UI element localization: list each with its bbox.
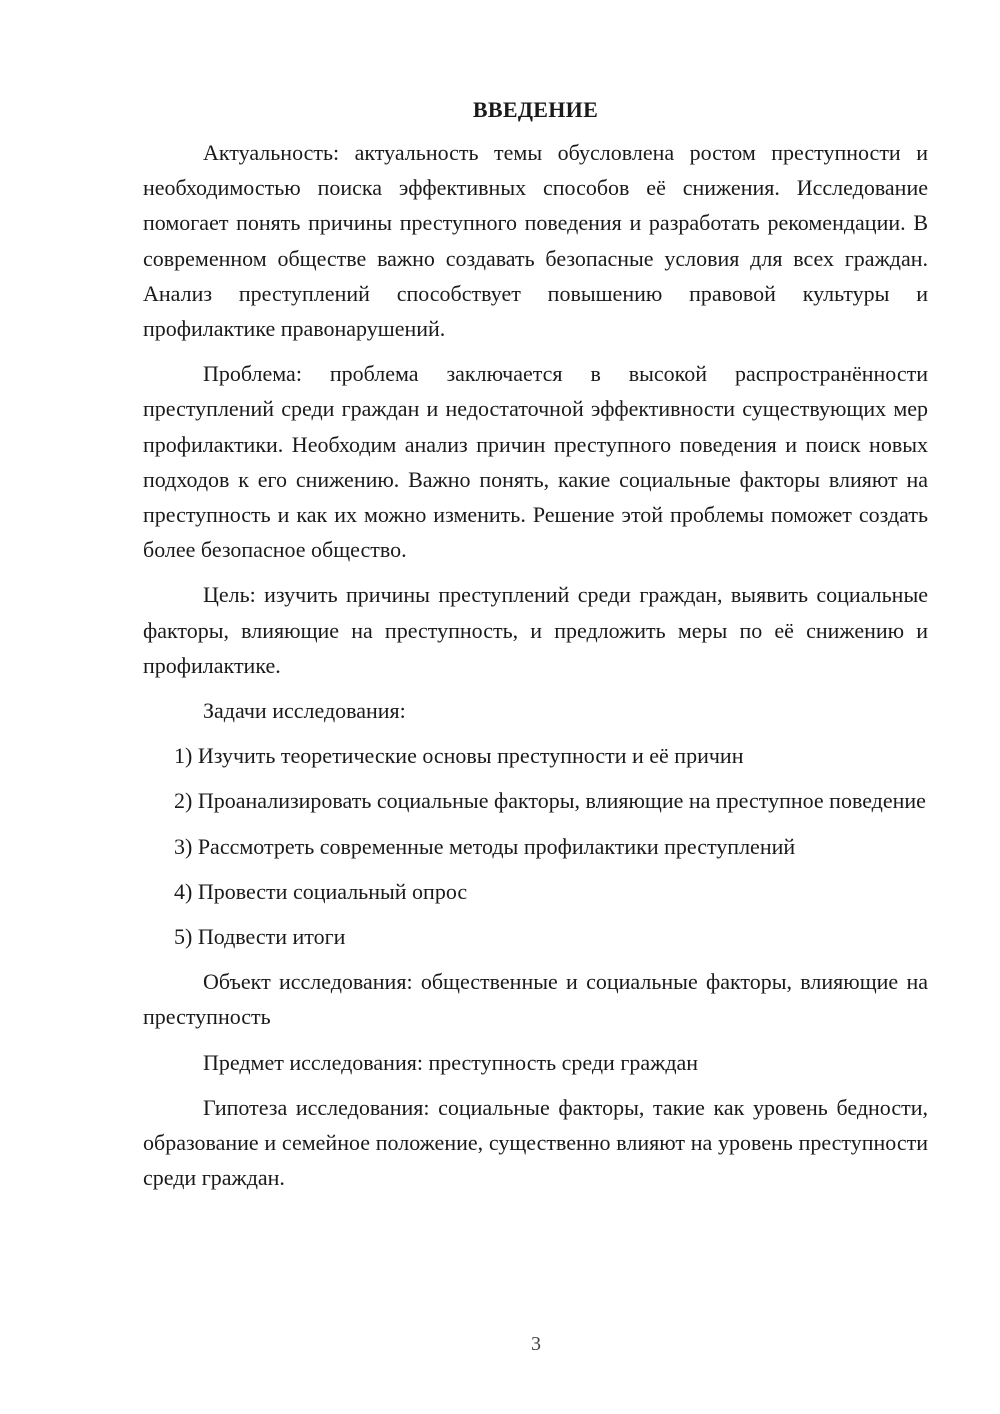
object-paragraph: Объект исследования: общественные и социальные факторы, влияющие на преступность [143, 969, 928, 1030]
task-item-4: 4) Провести социальный опрос [174, 878, 468, 904]
section-title: ВВЕДЕНИЕ [472, 97, 599, 122]
hypothesis-paragraph: Гипотеза исследования: социальные факторы, такие как уровень бедности, образование и семейное положение, существенно влияют на уровень преступности среди граждан. [143, 1094, 928, 1191]
page-number: 3 [531, 1333, 541, 1355]
goal-paragraph: Цель: изучить причины преступлений среди граждан, выявить социальные факторы, влияющие на преступность, и предложить меры по её снижению и профилактике. [143, 582, 928, 678]
subject-paragraph: Предмет исследования: преступность среди граждан [203, 1049, 699, 1075]
page-content [143, 93, 928, 1205]
task-item-2: 2) Проанализировать социальные факторы, влияющие на преступное поведение [174, 788, 926, 814]
task-item-3: 3) Рассмотреть современные методы профилактики преступлений [174, 833, 796, 859]
problem-paragraph: Проблема: проблема заключается в высокой распространённости преступлений среди граждан и недостаточной эффективности существующих мер профилактики. Необходим анализ причин преступного поведения и поиск новых подходов к его снижению. Важно понять, какие социальные факторы влияют на преступность и как их можно изменить. Решение этой проблемы поможет создать более безопасное общество. [143, 361, 928, 563]
task-item-1: 1) Изучить теоретические основы преступности и её причин [174, 743, 744, 769]
relevance-paragraph: Актуальность: актуальность темы обусловлена ростом преступности и необходимостью поиска эффективных способов её снижения. Исследование помогает понять причины преступного поведения и разработать рекомендации. В современном обществе важно создавать безопасные условия для всех граждан. Анализ преступлений способствует повышению правовой культуры и профилактике правонарушений. [143, 140, 928, 342]
task-item-5: 5) Подвести итоги [174, 924, 346, 950]
tasks-heading: Задачи исследования: [203, 698, 406, 724]
